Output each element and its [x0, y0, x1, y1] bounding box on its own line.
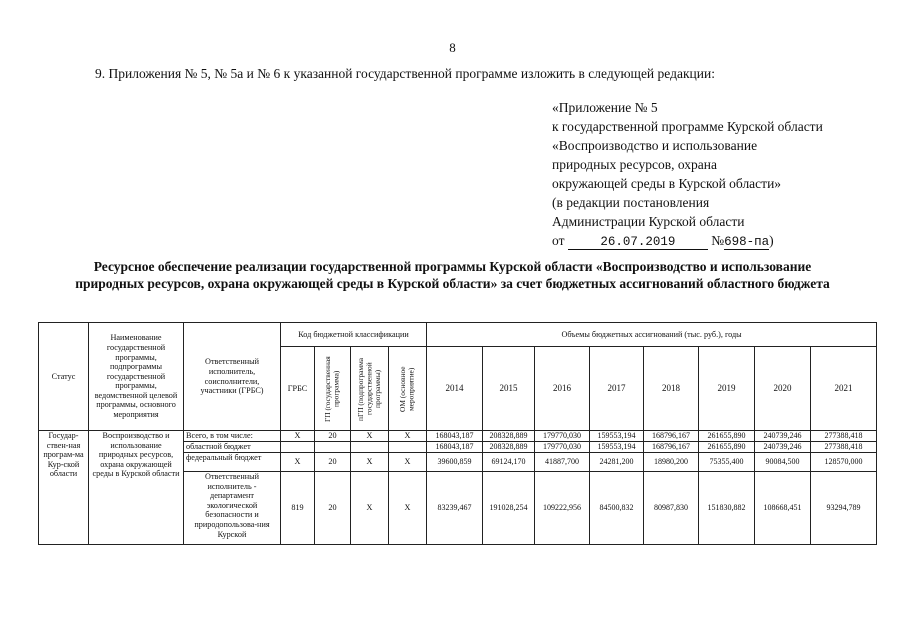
header-year: 2019: [699, 347, 755, 431]
cell-value: 261655,890: [699, 431, 755, 442]
header-year: 2014: [427, 347, 483, 431]
cell-value: 277388,418: [811, 431, 877, 442]
table-row: [39, 431, 877, 442]
header-pgp-text: пГП (подпрограмма государственной программы): [355, 357, 382, 421]
cell-value: 108668,451: [755, 472, 811, 545]
row-status: Государ-ствен-ная програм-ма Кур-ской области: [39, 431, 89, 545]
cell-gp: [315, 442, 351, 453]
appendix-line: (в редакции постановления: [552, 195, 710, 210]
cell-om: Х: [389, 453, 427, 472]
cell-value: 240739,246: [755, 442, 811, 453]
cell-gp: 20: [315, 472, 351, 545]
header-executor: Ответственный исполнитель, соисполнители, участники (ГРБС): [184, 323, 281, 431]
header-year: 2018: [644, 347, 699, 431]
cell-value: 83239,467: [427, 472, 483, 545]
cell-value: 168043,187: [427, 431, 483, 442]
cell-value: 261655,890: [699, 442, 755, 453]
header-status: Статус: [39, 323, 89, 431]
cell-value: 179770,030: [535, 431, 590, 442]
budget-table: [38, 322, 877, 545]
cell-pgp: Х: [351, 453, 389, 472]
header-year: 2021: [811, 347, 877, 431]
closing-paren: ): [769, 233, 774, 248]
from-label: от: [552, 233, 565, 248]
header-pgp: [351, 347, 389, 431]
cell-grbs: 819: [281, 472, 315, 545]
header-volumes-group: Объемы бюджетных ассигнований (тыс. руб.), годы: [427, 323, 877, 347]
cell-value: 151830,882: [699, 472, 755, 545]
header-om: [389, 347, 427, 431]
row-program-name: Воспроизводство и использование природных ресурсов, охрана окружающей среды в Курской области: [89, 431, 184, 545]
intro-paragraph: 9. Приложения № 5, № 5а и № 6 к указанной государственной программе изложить в следующей редакции:: [95, 66, 715, 81]
cell-om: Х: [389, 472, 427, 545]
cell-value: 109222,956: [535, 472, 590, 545]
cell-om: Х: [389, 431, 427, 442]
number-label: №: [711, 233, 725, 248]
header-year: 2020: [755, 347, 811, 431]
header-year: 2016: [535, 347, 590, 431]
cell-pgp: Х: [351, 431, 389, 442]
appendix-line: природных ресурсов, охрана: [552, 157, 717, 172]
cell-gp: 20: [315, 453, 351, 472]
row-executor: Ответственный исполнитель - департамент экологической безопасности и природопользова-ния Курской: [184, 472, 281, 545]
cell-value: 75355,400: [699, 453, 755, 472]
cell-value: 24281,200: [590, 453, 644, 472]
cell-grbs: [281, 442, 315, 453]
appendix-header: [552, 98, 823, 250]
cell-pgp: Х: [351, 472, 389, 545]
appendix-line: окружающей среды в Курской области»: [552, 176, 782, 191]
header-name: Наименование государственной программы, подпрограммы государственной программы, ведомственной целевой программы, основного мероприятия: [89, 323, 184, 431]
cell-value: 93294,789: [811, 472, 877, 545]
appendix-line: к государственной программе Курской области: [552, 119, 823, 134]
cell-value: 168043,187: [427, 442, 483, 453]
cell-value: 191028,254: [483, 472, 535, 545]
cell-value: 179770,030: [535, 442, 590, 453]
cell-value: 240739,246: [755, 431, 811, 442]
row-executor: Всего, в том числе:: [184, 431, 281, 442]
cell-grbs: Х: [281, 431, 315, 442]
cell-value: 168796,167: [644, 431, 699, 442]
cell-grbs: Х: [281, 453, 315, 472]
cell-value: 208328,889: [483, 442, 535, 453]
appendix-line: Администрации Курской области: [552, 214, 745, 229]
appendix-line: «Воспроизводство и использование: [552, 138, 758, 153]
cell-value: 39600,859: [427, 453, 483, 472]
resolution-number: 698-па: [724, 235, 770, 249]
header-grbs: ГРБС: [281, 347, 315, 431]
header-code-group: Код бюджетной классификации: [281, 323, 427, 347]
resolution-date: 26.07.2019: [568, 235, 708, 250]
cell-value: 80987,830: [644, 472, 699, 545]
page-number: 8: [449, 40, 456, 55]
cell-gp: 20: [315, 431, 351, 442]
header-gp: [315, 347, 351, 431]
header-year: 2017: [590, 347, 644, 431]
cell-om: [389, 442, 427, 453]
document-title: Ресурсное обеспечение реализации государственной программы Курской области «Воспроизводство и использование природных ресурсов, охрана окружающей среды в Курской области» за счет бюджетных ассигнований областного бюджета: [75, 259, 830, 291]
cell-pgp: [351, 442, 389, 453]
cell-value: 18980,200: [644, 453, 699, 472]
cell-value: 159553,194: [590, 431, 644, 442]
cell-value: 168796,167: [644, 442, 699, 453]
appendix-signature-line: [552, 231, 823, 250]
cell-value: 159553,194: [590, 442, 644, 453]
cell-value: 90084,500: [755, 453, 811, 472]
cell-value: 277388,418: [811, 442, 877, 453]
row-executor: федеральный бюджет: [184, 453, 281, 472]
cell-value: 84500,832: [590, 472, 644, 545]
appendix-line: «Приложение № 5: [552, 100, 658, 115]
header-gp-text: ГП (государственная программа): [323, 355, 341, 422]
cell-value: 128570,000: [811, 453, 877, 472]
cell-value: 41887,700: [535, 453, 590, 472]
cell-value: 208328,889: [483, 431, 535, 442]
row-executor: областной бюджет: [184, 442, 281, 453]
cell-value: 69124,170: [483, 453, 535, 472]
header-year: 2015: [483, 347, 535, 431]
header-om-text: ОМ (основное мероприятие): [398, 365, 416, 412]
